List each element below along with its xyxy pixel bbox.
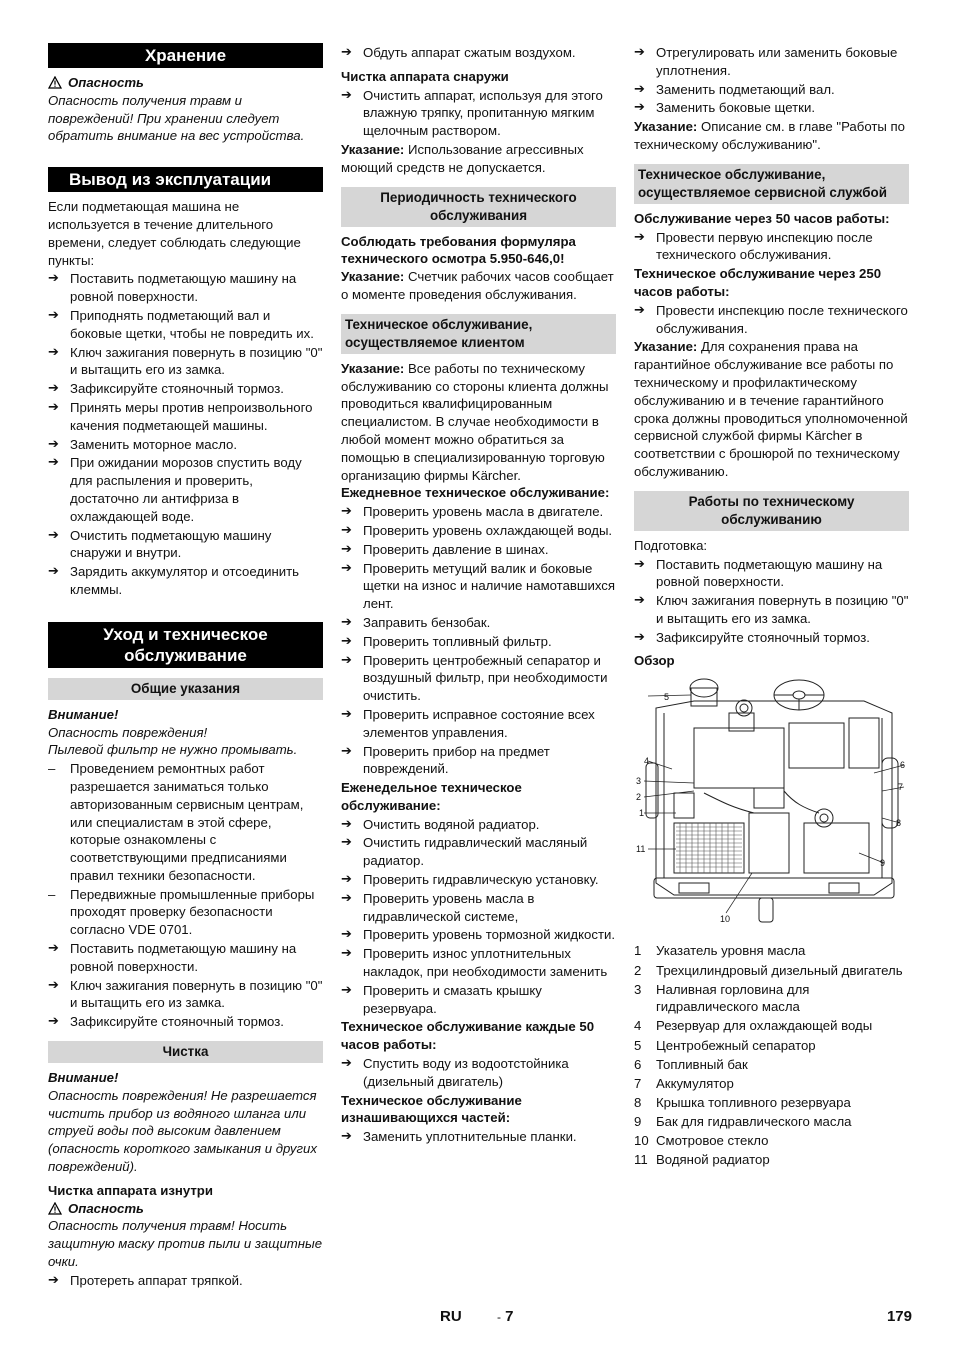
wear-steps xyxy=(341,1128,616,1146)
note-text: Использование агрессивных моющий средств не допускается. xyxy=(341,141,584,175)
outside-cleaning-title: Чистка аппарата снаружи xyxy=(341,68,509,84)
legend-number: 6 xyxy=(634,1056,642,1072)
legend-text: Центробежный сепаратор xyxy=(656,1037,816,1053)
list-item: ➔ Поставить подметающую машину на ровной поверхности. xyxy=(634,556,909,592)
legend-number: 11 xyxy=(634,1152,648,1168)
legend-number: 9 xyxy=(634,1113,642,1129)
callout-1: 1 xyxy=(639,808,645,819)
decommission-steps xyxy=(48,270,323,598)
legend-item xyxy=(634,942,909,960)
weekly-title: Еженедельное техническое обслуживание: xyxy=(341,780,522,813)
subsection-general: Общие указания xyxy=(48,678,323,700)
note-label: Указание: xyxy=(341,360,405,376)
callout-2: 2 xyxy=(636,792,642,803)
legend-item xyxy=(634,1017,909,1035)
note-label: Указание: xyxy=(634,119,698,135)
callout-11: 11 xyxy=(636,844,646,855)
note-label: Указание: xyxy=(341,269,405,285)
attention-text: Пылевой фильтр не нужно промывать. xyxy=(48,742,298,758)
callout-4: 4 xyxy=(644,756,650,767)
legend-item xyxy=(634,1132,909,1150)
note-label: Указание: xyxy=(341,141,405,157)
footer-local-page-number: 7 xyxy=(505,1308,514,1325)
list-item: ➔ Провести первую инспекцию после технического обслуживания. xyxy=(634,229,909,265)
danger-label-text: Опасность xyxy=(68,1200,144,1216)
legend-item xyxy=(634,1113,909,1131)
prep-label: Подготовка: xyxy=(634,537,708,553)
list-item: ➔ Зафиксируйте стояночный тормоз. xyxy=(634,629,909,647)
legend-text: Аккумулятор xyxy=(656,1075,734,1091)
legend-number: 7 xyxy=(634,1075,642,1091)
column-right xyxy=(634,43,909,1170)
legend-number: 10 xyxy=(634,1133,649,1149)
legend-text: Наливная горловина для гидравлического масла xyxy=(656,981,810,1015)
prep-steps xyxy=(634,556,909,647)
after250-title: Техническое обслуживание через 250 часов работы: xyxy=(634,266,882,299)
machine-overview-diagram xyxy=(634,673,909,928)
list-item: ➔ Проверить уровень масла в гидравлической системе, xyxy=(341,890,616,926)
list-item: ➔ Проверить уровень масла в двигателе. xyxy=(341,503,616,521)
legend-number: 2 xyxy=(634,962,642,978)
attention-label: Внимание! xyxy=(48,1070,119,1086)
legend-text: Бак для гидравлического масла xyxy=(656,1113,852,1129)
after50-title: Обслуживание через 50 часов работы: xyxy=(634,210,890,226)
overview-legend xyxy=(634,942,909,1169)
callout-10: 10 xyxy=(720,914,731,925)
legend-text: Топливный бак xyxy=(656,1056,748,1072)
after50-steps xyxy=(634,229,909,265)
warning-triangle-icon xyxy=(48,76,62,89)
list-item: ➔ Проверить уровень тормозной жидкости. xyxy=(341,926,616,944)
list-item: ➔ Зарядить аккумулятор и отсоединить клеммы. xyxy=(48,563,323,599)
list-item: ➔ Проверить износ уплотнительных накладок, при необходимости заменить xyxy=(341,945,616,981)
legend-text: Водяной радиатор xyxy=(656,1152,770,1168)
footer-language: RU xyxy=(440,1308,462,1325)
footer-local-page xyxy=(497,1308,514,1327)
note-counter xyxy=(341,268,616,304)
list-item: ➔ Спустить воду из водоотстойника (дизельный двигатель) xyxy=(341,1055,616,1091)
section-title-storage: Хранение xyxy=(48,43,323,68)
danger-label xyxy=(48,1200,323,1218)
general-notes xyxy=(48,760,323,939)
list-item: ➔ Очистить аппарат, используя для этого влажную тряпку, пропитанную мягким щелочным раствором. xyxy=(341,87,616,140)
list-item: ➔ Принять меры против непроизвольного качения подметающей машины. xyxy=(48,399,323,435)
list-item: ➔ Очистить подметающую машину снаружи и внутри. xyxy=(48,527,323,563)
attention-text: Опасность повреждения! xyxy=(48,724,208,740)
list-item: ➔ Заменить уплотнительные планки. xyxy=(341,1128,616,1146)
legend-text: Резервуар для охлаждающей воды xyxy=(656,1018,873,1034)
note-text: Для сохранения права на гарантийное обслуживание все работы по техническому и профилактическому обслуживанию и в течение гарантийного срока должны проводиться уполномоченной сервисной службой фирмы Kärcher в соответствии с брошюрой по техническому обслуживанию. xyxy=(634,339,908,479)
wear-title: Техническое обслуживание изнашивающихся частей: xyxy=(341,1092,522,1126)
every50-title: Техническое обслуживание каждые 50 часов работы: xyxy=(341,1019,595,1053)
list-item: ➔ Заправить бензобак. xyxy=(341,614,616,632)
column-left xyxy=(48,43,323,1291)
legend-text: Трехцилиндровый дизельный двигатель xyxy=(656,962,903,978)
callout-3: 3 xyxy=(636,776,642,787)
legend-number: 3 xyxy=(634,981,642,997)
list-item: ➔ Проверить давление в шинах. xyxy=(341,541,616,559)
legend-number: 5 xyxy=(634,1037,642,1053)
list-item: ➔ Проверить центробежный сепаратор и воздушный фильтр, при необходимости очистить. xyxy=(341,652,616,705)
list-item: ➔ Проверить прибор на предмет повреждений. xyxy=(341,743,616,779)
danger-label xyxy=(48,74,323,92)
inside-steps xyxy=(48,1272,323,1290)
list-item: ➔ При ожидании морозов спустить воду для распыления и проверить, достаточно ли антифриза в охлаждающей воде. xyxy=(48,454,323,525)
danger-text: Опасность получения травм и повреждений! При хранении следует обратить внимание на вес устройства. xyxy=(48,92,305,144)
list-item: – Передвижные промышленные приборы проходят проверку безопасности согласно VDE 0701. xyxy=(48,886,323,939)
subsection-cleaning: Чистка xyxy=(48,1041,323,1063)
list-item: ➔ Проверить и смазать крышку резервуара. xyxy=(341,982,616,1018)
column-middle xyxy=(341,43,616,1147)
legend-item xyxy=(634,1075,909,1093)
list-item: ➔ Поставить подметающую машину на ровной поверхности. xyxy=(48,270,323,306)
note-text: Счетчик рабочих часов сообщает о моменте проведения обслуживания. xyxy=(341,269,614,302)
note-label: Указание: xyxy=(634,339,698,355)
general-steps xyxy=(48,940,323,1031)
list-item: ➔ Протереть аппарат тряпкой. xyxy=(48,1272,323,1290)
overview-title: Обзор xyxy=(634,652,675,668)
note-chapter xyxy=(634,118,909,154)
list-item: ➔ Заменить моторное масло. xyxy=(48,436,323,454)
decommission-intro: Если подметающая машина не используется в течение длительного времени, следует соблюдать следующие пункты: xyxy=(48,199,301,268)
note-aggressive xyxy=(341,141,616,177)
list-item: ➔ Зафиксируйте стояночный тормоз. xyxy=(48,380,323,398)
page-footer xyxy=(0,1308,954,1328)
footer-page-number: 179 xyxy=(886,1308,912,1325)
subsection-periodicity: Периодичность технического обслуживания xyxy=(341,187,616,227)
legend-item xyxy=(634,981,909,1017)
list-item: ➔ Заменить боковые щетки. xyxy=(634,99,909,117)
list-item: – Проведением ремонтных работ разрешается заниматься только авторизованным сервисным центрам, или специалистам в этой сфере, которые ознакомлены с соответствующими предписаниями правил техники безопасности. xyxy=(48,760,323,885)
legend-text: Указатель уровня масла xyxy=(656,943,806,959)
warning-triangle-icon xyxy=(48,1202,62,1215)
legend-item xyxy=(634,962,909,980)
list-item: ➔ Зафиксируйте стояночный тормоз. xyxy=(48,1013,323,1031)
weekly-steps xyxy=(341,816,616,1018)
list-item: ➔ Проверить исправное состояние всех элементов управления. xyxy=(341,706,616,742)
every50-steps xyxy=(341,1055,616,1091)
list-item: ➔ Ключ зажигания повернуть в позицию "0" и вытащить его из замка. xyxy=(48,344,323,380)
legend-item xyxy=(634,1094,909,1112)
blow-step xyxy=(341,44,616,62)
list-item: ➔ Очистить водяной радиатор. xyxy=(341,816,616,834)
list-item: ➔ Ключ зажигания повернуть в позицию "0" и вытащить его из замка. xyxy=(634,592,909,628)
legend-item xyxy=(634,1056,909,1074)
note-text: Все работы по техническому обслуживанию со стороны клиента должны проводиться квалифицированным специалистом. В случае необходимости в любой момент можно обратиться за помощью в специализированную торговую организацию фирмы Kärcher. xyxy=(341,360,609,483)
list-item: ➔ Проверить топливный фильтр. xyxy=(341,633,616,651)
after250-steps xyxy=(634,302,909,338)
list-item: ➔ Проверить уровень охлаждающей воды. xyxy=(341,522,616,540)
top-steps xyxy=(634,44,909,117)
footer-dash: - xyxy=(497,1310,501,1324)
list-item: ➔ Приподнять подметающий вал и боковые щетки, чтобы не повредить их. xyxy=(48,307,323,343)
note-text: Описание см. в главе "Работы по техническому обслуживанию". xyxy=(634,119,906,152)
legend-number: 8 xyxy=(634,1094,642,1110)
subsection-customer-maintenance: Техническое обслуживание, осуществляемое клиентом xyxy=(341,314,616,354)
callout-5: 5 xyxy=(664,692,670,703)
list-item: ➔ Провести инспекцию после технического обслуживания. xyxy=(634,302,909,338)
attention-text: Опасность повреждения! Не разрешается чистить прибор из водяного шланга или струей воды под высоким давлением (опасность короткого замыкания и других повреждений). xyxy=(48,1087,317,1175)
list-item: ➔ Заменить подметающий вал. xyxy=(634,81,909,99)
list-item: ➔ Отрегулировать или заменить боковые уплотнения. xyxy=(634,44,909,80)
outside-steps xyxy=(341,87,616,140)
daily-title: Ежедневное техническое обслуживание: xyxy=(341,485,610,501)
list-item: ➔ Проверить гидравлическую установку. xyxy=(341,871,616,889)
callout-6: 6 xyxy=(900,760,906,771)
callout-9: 9 xyxy=(880,858,886,869)
daily-steps xyxy=(341,503,616,778)
inside-cleaning-title: Чистка аппарата изнутри xyxy=(48,1182,213,1198)
legend-number: 1 xyxy=(634,943,642,959)
danger-text: Опасность получения травм! Носить защитную маску против пыли и защитные очки. xyxy=(48,1218,323,1270)
callout-7: 7 xyxy=(898,782,904,793)
list-item: ➔ Обдуть аппарат сжатым воздухом. xyxy=(341,44,616,62)
legend-item xyxy=(634,1151,909,1169)
legend-item xyxy=(634,1037,909,1055)
danger-label-text: Опасность xyxy=(68,75,144,90)
attention-label: Внимание! xyxy=(48,706,119,722)
note-warranty xyxy=(634,338,909,480)
list-item: ➔ Проверить метущий валик и боковые щетки на износ и наличие намотавшихся лент. xyxy=(341,560,616,613)
legend-number: 4 xyxy=(634,1018,642,1034)
section-title-care: Уход и техническое обслуживание xyxy=(48,622,323,668)
legend-text: Крышка топливного резервуара xyxy=(656,1094,851,1110)
section-title-decommission: Вывод из эксплуатации xyxy=(48,167,323,192)
formular-requirement: Соблюдать требования формуляра технического осмотра 5.950-646,0! xyxy=(341,233,576,267)
callout-8: 8 xyxy=(896,818,902,829)
list-item: ➔ Поставить подметающую машину на ровной поверхности. xyxy=(48,940,323,976)
note-customer xyxy=(341,360,616,485)
subsection-works: Работы по техническому обслуживанию xyxy=(634,491,909,531)
legend-text: Смотровое стекло xyxy=(656,1133,769,1149)
subsection-service-maintenance: Техническое обслуживание, осуществляемое сервисной службой xyxy=(634,164,909,204)
list-item: ➔ Очистить гидравлический масляный радиатор. xyxy=(341,834,616,870)
list-item: ➔ Ключ зажигания повернуть в позицию "0" и вытащить его из замка. xyxy=(48,977,323,1013)
